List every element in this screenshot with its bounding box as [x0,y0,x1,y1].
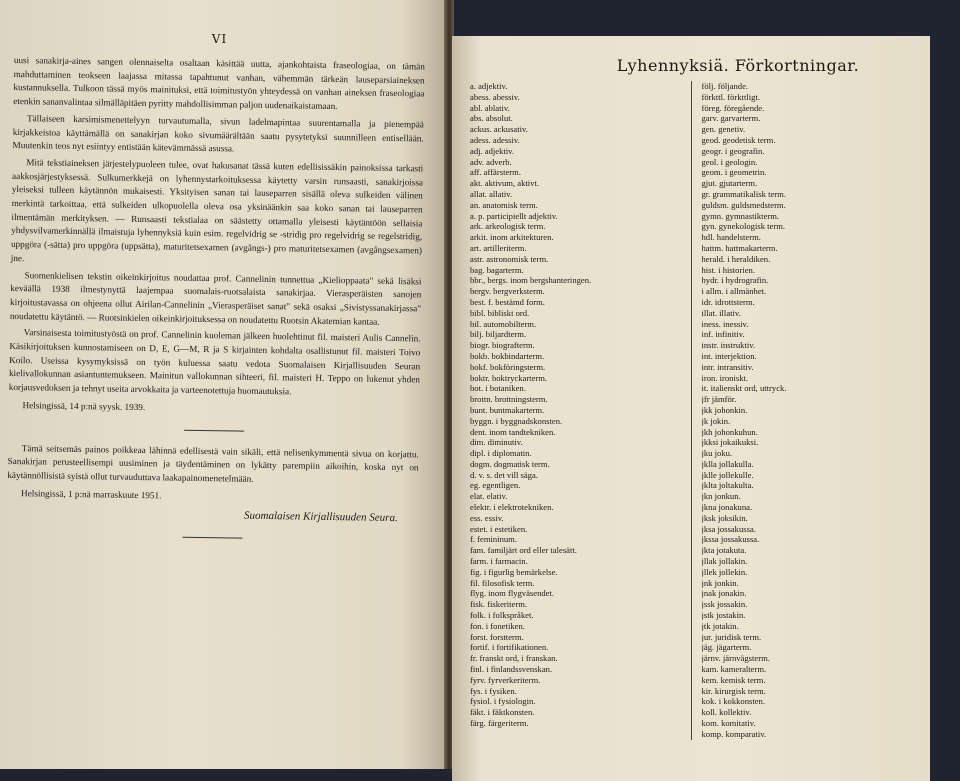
abbreviation-entry: kem. kemisk term. [701,674,766,685]
preface-text [6,54,425,541]
abbreviation-entry: bunt. buntmakarterm. [470,404,545,415]
abbreviation-entry: jkn jonkun. [701,491,741,502]
abbreviation-entry: ark. arkeologisk term. [470,221,546,232]
abbreviation-entry: jkksi jokaikuksi. [701,437,759,448]
abbreviation-entry: jklta joltakulta. [701,480,754,491]
abbreviation-entry: f. femininum. [470,534,518,545]
abbreviation-entry: intr. intransitiv. [701,361,754,372]
abbreviation-entry: instr. instruktiv. [701,340,756,351]
abbreviation-entry: bibl. bibliskt ord. [470,307,530,318]
signature-date-1: Helsingissä, 14 p:nä syysk. 1939. [22,400,146,412]
abbreviation-entry: geol. i geologin. [701,156,758,167]
abbreviation-entry: aff. affärsterm. [470,167,521,178]
right-page [452,36,930,781]
abbreviation-entry: brottn. brottningsterm. [470,394,548,405]
abbreviation-entry: kok. i kokkonsten. [701,696,765,707]
abbreviation-entry: int. interjektion. [701,350,757,361]
abbreviation-entry: hattm. hattmakarterm. [701,242,778,253]
abbreviation-entry: an. anatomisk term. [470,199,538,210]
abbreviation-entry: jkta jotakuta. [701,545,747,556]
abbreviation-entry: fr. franskt ord, i franskan. [470,653,558,664]
abbreviation-entry: dipl. i diplomatin. [470,448,532,459]
abbreviation-entry: akt. aktivum, aktivt. [470,178,539,189]
abbreviation-entry: byggn. i byggnadskonsten. [470,415,563,426]
abbreviation-entry: bot. i botaniken. [470,383,526,394]
abbreviation-entry: guldsm. guldsmedsterm. [701,199,786,210]
abbreviation-entry: herald. i heraldiken. [701,253,771,264]
left-page [0,0,445,769]
abbreviation-entry: fisk. fiskeriterm. [470,599,528,610]
paragraph: Suomenkielisen tekstin oikeinkirjoitus noudattaa prof. Cannelinin tunnettua „Kielioppaata" sekä lisäksi keväällä 1938 ilmestynyttä laajempaa suomalais-ruotsalaista sanakirjaa. Vierasperäisten sanojen kirjoitustavassa on ohjeena ollut Airilan-Cannelinin „Vierasperäiset sanat" sekä osaksi „Sivistyssanakirjassa" noudatettu käytäntö. — Ruotsinkielen oikeinkirjoituksessa on noudatettu Ruotsin Akatemian kantaa. [9,269,422,327]
paragraph: uusi sanakirja-aines sangen olennaiselta osaltaan käsittää uutta, ajankohtaista fraseologiaa, on tämän mahduttaminen teokseen laajassa mitassa tapahtunut vanhan, vähemmän tärkeän lauseparsiaineksen kustannuksella. Tulkoon tässä myös mainituksi, että toimitustyön yhteydessä on vanhan aineksen fraseologiaa etenkin sananvalintaa silmälläpitäen pyritty mahdollisimman paljon uudenaikaistamaan. [13,54,425,112]
abbreviation-entry: arkit. inom arkitekturen. [470,232,554,243]
abbreviation-entry: fig. i figurlig bemärkelse. [470,566,558,577]
abbreviation-entry: gymn. gymnastikterm. [701,210,780,221]
abbreviation-entry: jku joku. [701,448,733,459]
abbreviation-entry: fäkt. i fäktkonsten. [470,707,535,718]
abbreviation-entry: estet. i estetiken. [470,523,528,534]
abbreviation-entry: kir. kirurgisk term. [701,685,766,696]
abbreviation-entry: komp. komparativ. [701,728,767,739]
abbreviation-entry: jllek jollekin. [701,566,748,577]
abbreviation-entry: gen. genetiv. [701,124,746,135]
paragraph: Tämä seitsemäs painos poikkeaa lähinnä edellisestä vain sikäli, että nelisenkymmentä sivua on korjattu. Sanakirjan perusteellisempi uusiminen ja täydentäminen on lykätty parempiin aikoihin, koska nyt on käytännöllisistä syistä ollut turvauduttava laakapainomenetelmään. [7,442,419,484]
abbreviation-entry: it. italienskt ord, uttryck. [701,383,787,394]
abbreviation-entry: jklle jollekulle. [701,469,754,480]
abbreviation-entry: hdl. handelsterm. [701,232,761,243]
paragraph: Mitä tekstiaineksen järjestelypuoleen tulee, ovat hakusanat tässä kuten edellisissäkin painoksissa tarkasti aakkosjärjestyksessä. Sulkumerkkejä on lyhennystarkoituksessa käytetty varsin runsaasti, sanakirjoissa yleiseksi tulleen käytännön mukaisesti. Yksityisen sanan tai lauseparren sisällä oleva sulkeiden välinen merkintä tarkoittaa, että sulkeiden ulkopuolella oleva osa yksinäänkin saa koko sanan tai lauseparren ilmentämän merkityksen. — Runsaasti tekstialaa on säästetty ottamalla yleisesti käytäntöön sellaisia yhdysvilvamerkinnällä ilmaistuja lyhennyksiä kuin esim. regelvidrig se -stridig pro regelvidrig se regelstridig, uppgöra (-sätta) pro uppgöra (uppsätta), maturitetsexamen (avgångs-) pro maturitetsexamen (avgångsexamen) jne. [10,157,424,264]
abbreviation-entry: jklla jollakulla. [701,458,754,469]
abbreviation-entry: elat. elativ. [470,491,508,502]
abbreviation-entry: flyg. inom flygväsendet. [470,588,555,599]
abbreviation-entry: jäg. jägarterm. [701,642,752,653]
abbreviation-entry: gyn. gynekologisk term. [701,221,786,232]
abbreviation-entry: förkttl. förkttligt. [701,91,760,102]
abbreviation-entry: farm. i farmacin. [470,556,528,567]
abbreviation-entry: geogr. i geografin. [701,145,765,156]
abbreviation-entry: adj. adjektiv. [470,145,515,156]
abbreviation-entry: astr. astronomisk term. [470,253,549,264]
divider [182,537,242,539]
abbreviation-entry: illat. illativ. [701,307,741,318]
abbreviation-entry: forst. forstterm. [470,631,524,642]
abbreviation-entry: elektr. i elektrotekniken. [470,502,554,513]
abbreviation-entry: fysiol. i fysiologin. [470,696,536,707]
abbreviation-entry: abess. abessiv. [470,91,520,102]
abbreviation-entry: hist. i historien. [701,264,755,275]
abbreviation-entry: dogm. dogmatisk term. [470,458,550,469]
abbreviation-entry: färg. färgeriterm. [470,718,529,729]
abbreviation-entry: iness. inessiv. [701,318,749,329]
abbreviation-entry: fam. familjärt ord eller talesätt. [470,545,577,556]
abbreviation-entry: bokf. bokföringsterm. [470,361,546,372]
abbreviation-entry: geom. i geometrin. [701,167,767,178]
abbreviation-entry: fys. i fysiken. [470,685,517,696]
abbreviation-entry: dim. diminutiv. [470,437,523,448]
abbreviations-title: Lyhennyksiä. Förkortningar. [616,56,860,75]
abbreviation-entry: jkh johonkuhun. [701,426,758,437]
page-number: VI [211,32,228,46]
abbreviation-entry: inf. infinitiv. [701,329,745,340]
abbreviation-entry: jfr jämför. [701,394,737,405]
abbreviation-entry: jtk jotakin. [701,620,739,631]
abbreviation-entry: järnv. järnvägsterm. [701,653,770,664]
abbreviation-entry: adess. adessiv. [470,134,520,145]
abbreviation-entry: jksa jossakussa. [701,523,756,534]
abbreviation-entry: idr. idrottsterm. [701,296,755,307]
abbreviation-entry: fil. filosofisk term. [470,577,535,588]
abbreviation-entry: bergv. bergverksterm. [470,286,545,297]
abbreviation-entry: fon. i fonetiken. [470,620,525,631]
abbreviation-entry: fortif. i fortifikationen. [470,642,549,653]
abbreviation-entry: bbr., bergs. inom bergshanteringen. [470,275,592,286]
abbreviation-entry: folk. i folkspråket. [470,610,534,621]
abbreviation-entry: geod. geodetisk term. [701,134,776,145]
abbreviation-entry: eg. egentligen. [470,480,521,491]
abbreviation-entry: jkna jonakuna. [701,502,753,513]
signature-date-2: Helsingissä, 1 p:nä marraskuute 1951. [21,487,162,501]
abbreviation-entry: iron. ironiskt. [701,372,749,383]
abbreviation-entry: garv. garvarterm. [701,113,761,124]
abbreviation-entry: abs. absolut. [470,113,513,124]
abbreviation-entry: följ. följande. [701,81,749,91]
abbreviation-entry: bil. automobilterm. [470,318,537,329]
abbreviation-entry: a. p. participiellt adjektiv. [470,210,558,221]
abbreviation-entry: hydr. i hydrografin. [701,275,769,286]
abbreviation-entry: jstk jostakin. [701,610,746,621]
society-signature: Suomalaisen Kirjallisuuden Seura. [243,510,398,525]
abbreviation-entry: bag. bagarterm. [470,264,524,275]
abbreviation-entry: jllak jollakin. [701,556,748,567]
abbreviation-column-left [470,81,692,740]
abbreviation-entry: gjut. gjutarterm. [701,178,758,189]
abbreviation-entry: adv. adverb. [470,156,512,167]
abbreviation-entry: i allm. i allmänhet. [701,286,767,297]
abbreviation-entry: dent. inom tandtekniken. [470,426,556,437]
abbreviation-entry: jnak jonakin. [701,588,747,599]
abbreviation-entry: boktr. boktryckarterm. [470,372,548,383]
abbreviation-entry: jkk johonkin. [701,404,748,415]
abbreviation-entry: biogr. biografterm. [470,340,535,351]
abbreviation-entry: jkssa jossakussa. [701,534,760,545]
paragraph: Varsinaisesta toimitustyöstä on prof. Cannelinin kuoleman jälkeen huolehtinut fil. maisteri Aulis Cannelin. Käsikirjoituksen kunnostamiseen on D, E, G—M, R ja S kirjainten kohdalta osallistunut fil. maisteri Toivo Koilo. Useissa kysymyksissä on työn kuluessa saatu vedota Suomalaisen Kirjallisuuden Seuran kielivallokunnan asiantuntemukseen. Mainitun vallokunnan sihteeri, fil. maisteri H. Teppo on lukenut yhden korjausvedoksen ja tehnyt useita arvokkaita ja varteenotettuja huomautuksia. [8,327,421,397]
abbreviation-entry: abl. ablativ. [470,102,510,113]
abbreviation-column-right [702,81,917,740]
abbreviation-entry: bilj. biljardterm. [470,329,527,340]
abbreviation-entry: kam. kameralterm. [701,664,767,675]
abbreviation-entry: föreg. föregående. [701,102,765,113]
paragraph: Tällaiseen karsimismenettelyyn turvautumalla, sivun ladelmapintaa suurentamalla ja pienempää kirjakkeistoa käyttämällä on sanakirjan koko sivumäärältään saatu pysytetyksi suunnilleen entisellään. Muutenkin teos nyt esiintyy entistään kätevämmässä asussa. [12,113,425,154]
abbreviation-entry: jk jokin. [701,415,731,426]
abbreviation-entry: ess. essiv. [470,512,504,523]
abbreviation-entry: finl. i finlandssvenskan. [470,664,553,675]
abbreviation-entry: jnk jonkin. [701,577,739,588]
abbreviation-entry: allat. allativ. [470,188,513,199]
abbreviation-entry: bokb. bokbindarterm. [470,350,545,361]
abbreviation-entry: ackus. ackusativ. [470,124,528,135]
abbreviation-entry: jur. juridisk term. [701,631,762,642]
abbreviation-entry: art. artilleriterm. [470,242,527,253]
abbreviation-entry: gr. grammatikalisk term. [701,188,786,199]
abbreviation-entry: jssk jossakin. [701,599,748,610]
abbreviation-entry: jksk joksikin. [701,512,748,523]
divider [184,429,244,431]
abbreviation-entry: koll. kollektiv. [701,707,752,718]
abbreviation-entry: best. f. bestämd form. [470,296,545,307]
abbreviation-entry: fyrv. fyrverkeriterm. [470,674,541,685]
abbreviation-entry: a. adjektiv. [470,81,508,91]
abbreviation-entry: d. v. s. det vill säga. [470,469,538,480]
abbreviation-entry: kom. komitativ. [701,718,756,729]
